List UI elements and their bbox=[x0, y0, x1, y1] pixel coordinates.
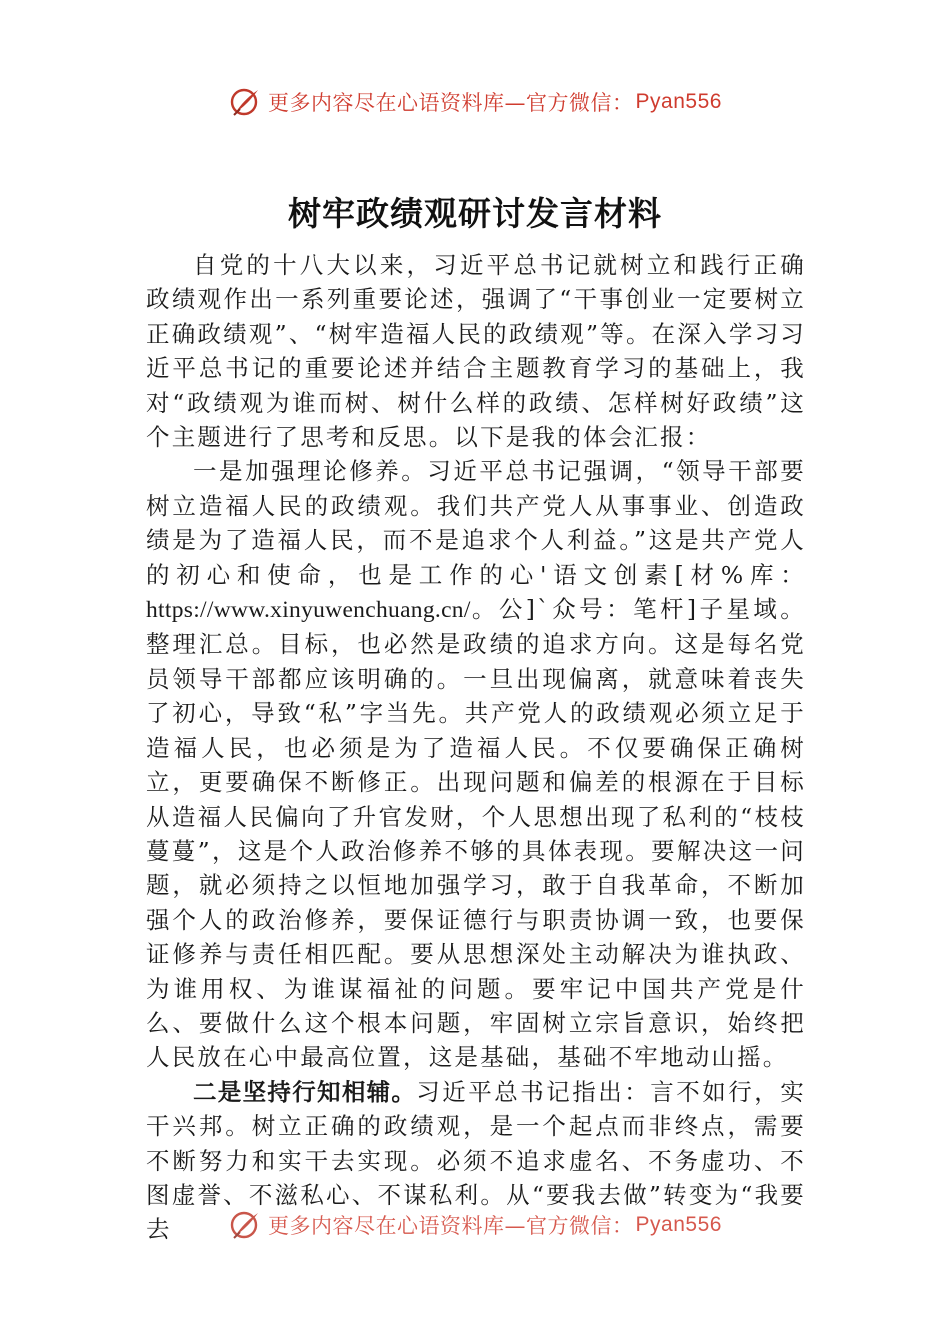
paragraph-point-one-text-b: 。公]`众号：笔杆]子星域。整理汇总。目标，也必然是政绩的追求方向。这是每名党员领导干部都应该明确的。一旦出现偏离，就意味着丧失了初心，导致“私”字当先。共产党人的政绩观必须立足于造福人民，也必须是为了造福人民。不仅要确保正确树立，更要确保不断修正。出现问题和偏差的根源在于目标从造福人民偏向了升官发财，个人思想出现了私利的“枝枝蔓蔓”，这是个人政治修养不够的具体表现。要解决这一问题，就必须持之以恒地加强学习，敢于自我革命，不断加强个人的政治修养，要保证德行与职责协调一致，也要保证修养与责任相匹配。要从思想深处主动解决为谁执政、为谁用权、为谁谋福祉的问题。要牢记中国共产党是什么、要做什么这个根本问题，牢固树立宗旨意识，始终把人民放在心中最高位置，这是基础，基础不牢地动山摇。 bbox=[146, 595, 806, 1072]
watermark-wechat-id: Pyan556 bbox=[635, 1213, 722, 1236]
document-title: 树牢政绩观研讨发言材料 bbox=[288, 194, 662, 233]
quill-logo-icon bbox=[228, 85, 262, 119]
document-body bbox=[146, 248, 806, 1247]
quill-logo-icon bbox=[228, 1208, 262, 1242]
paragraph-point-two-heading: 二是坚持行知相辅。 bbox=[193, 1077, 417, 1106]
watermark-wechat-id: Pyan556 bbox=[635, 90, 722, 113]
paragraph-point-one-text-a: 一是加强理论修养。习近平总书记强调，“领导干部要树立造福人民的政绩观。我们共产党人从事事业、创造政绩是为了造福人民，而不是追求个人利益。”这是共产党人的初心和使命，也是工作的心'语文创素[材%库： bbox=[146, 457, 806, 589]
paragraph-intro bbox=[146, 248, 806, 454]
watermark-text: 更多内容尽在心语资料库—官方微信： bbox=[268, 1214, 634, 1238]
paragraph-point-one bbox=[146, 454, 806, 1074]
embedded-url: https://www.xinyuwenchuang.cn/ bbox=[146, 597, 471, 624]
paragraph-intro-text: 自党的十八大以来，习近平总书记就树立和践行正确政绩观作出一系列重要论述，强调了“干事创业一定要树立正确政绩观”、“树牢造福人民的政绩观”等。在深入学习习近平总书记的重要论述并结合主题教育学习的基础上，我对“政绩观为谁而树、树什么样的政绩、怎样树好政绩”这个主题进行了思考和反思。以下是我的体会汇报： bbox=[146, 251, 806, 452]
header-watermark bbox=[0, 82, 950, 122]
paragraph-point-two-text: 习近平总书记指出：言不如行，实干兴邦。树立正确的政绩观，是一个起点而非终点，需要不断努力和实干去实现。必须不追求虚名、不务虚功、不图虚誉、不滋私心、不谋私利。从“要我去做”转变为“我要去 bbox=[146, 1077, 807, 1244]
footer-watermark bbox=[0, 1205, 950, 1245]
watermark-text: 更多内容尽在心语资料库—官方微信： bbox=[268, 91, 634, 115]
